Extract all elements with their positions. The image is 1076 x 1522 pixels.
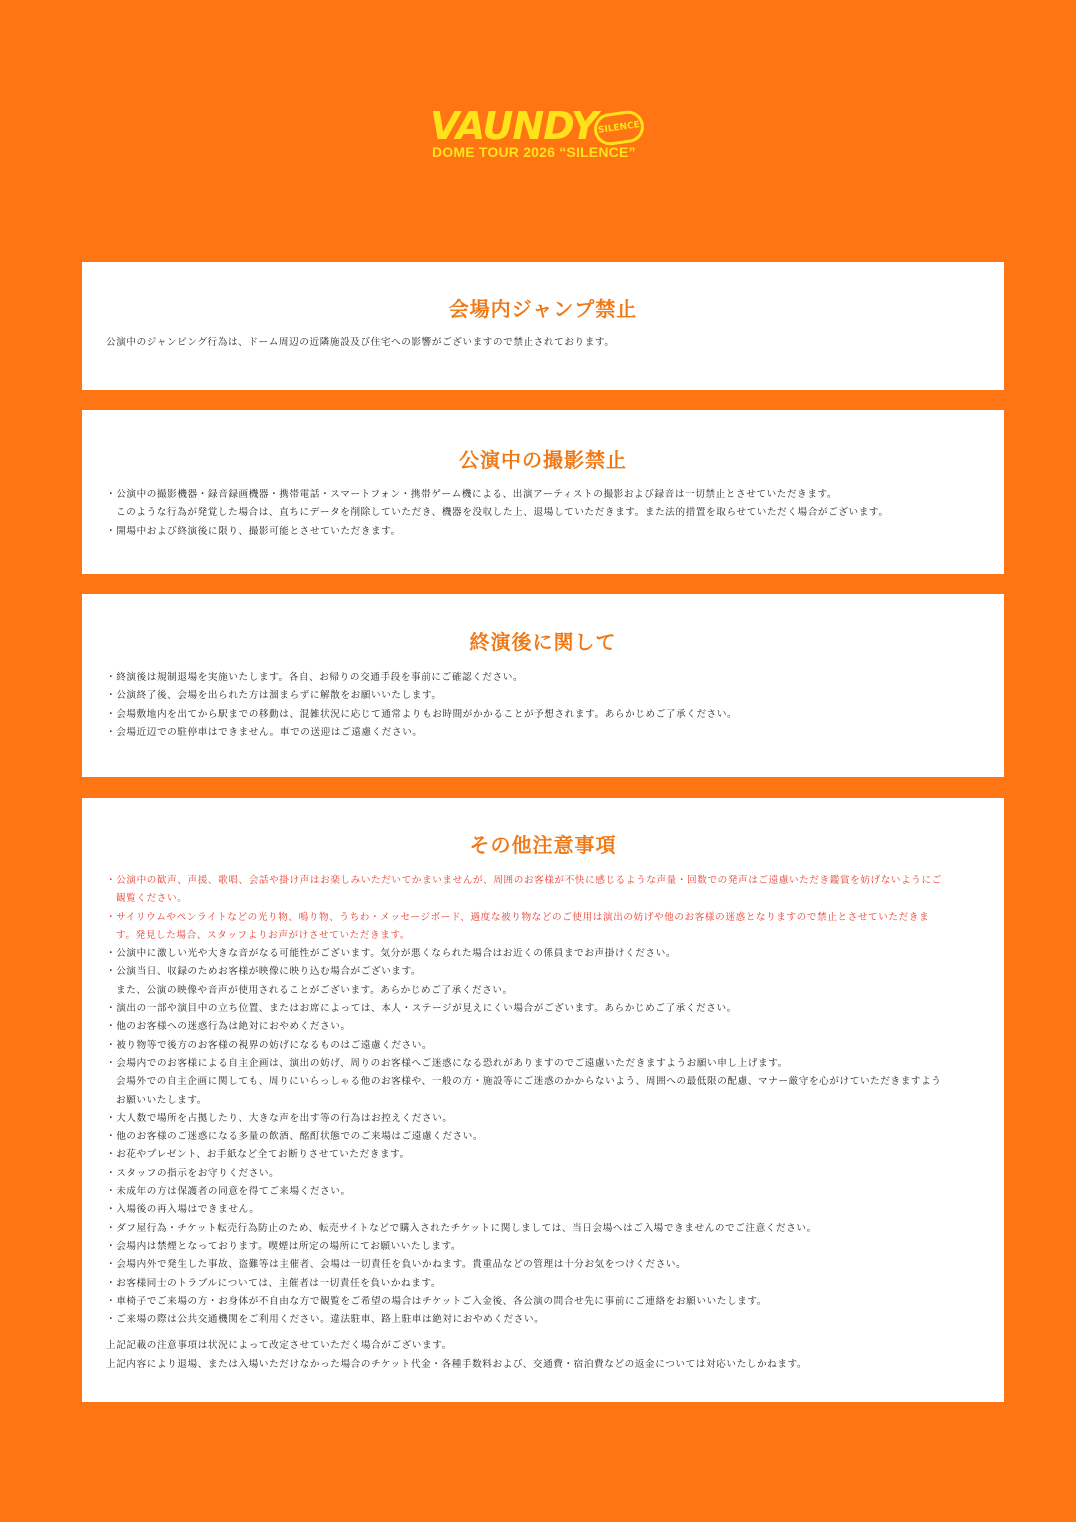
tour-logo (0, 100, 1076, 170)
section-after-show (82, 594, 1004, 777)
section-line: ・被り物等で後方のお客様の視界の妨げになるものはご遠慮ください。 (106, 1039, 433, 1051)
section-note: 上記記載の注意事項は状況によって改定させていただく場合がございます。 (106, 1340, 452, 1352)
section-line: ・演出の一部や演目中の立ち位置、またはお席によっては、本人・ステージが見えにくい場合がございます。あらかじめご了承ください。 (106, 1003, 737, 1015)
section-photo-prohibited (82, 410, 1004, 574)
section-line: ・未成年の方は保護者の同意を得てご来場ください。 (106, 1186, 351, 1198)
section-line: 会場外での自主企画に関しても、周りにいらっしゃる他のお客様や、一般の方・施設等にご迷惑のかからないよう、周囲への最低限の配慮、マナー厳守を心がけていただきますよう (116, 1076, 942, 1088)
logo-badge: SILENCE (592, 109, 646, 148)
section-line: ・お客様同士のトラブルについては、主催者は一切責任を負いかねます。 (106, 1277, 442, 1289)
section-line: ・会場敷地内を出てから駅までの移動は、混雑状況に応じて通常よりもお時間がかかることが予想されます。あらかじめご了承ください。 (106, 708, 738, 720)
section-line: ・会場内外で発生した事故、盗難等は主催者、会場は一切責任を負いかねます。貴重品などの管理は十分お気をつけください。 (106, 1259, 687, 1271)
section-other-notes (82, 798, 1004, 1402)
section-line: ・車椅子でご来場の方・お身体が不自由な方で観覧をご希望の場合はチケットご入金後、各公演の問合せ先に事前にご連絡をお願いいたします。 (106, 1295, 767, 1307)
section-line: ・会場内でのお客様による自主企画は、演出の妨げ、周りのお客様へご迷惑になる恐れがありますのでご遠慮いただきますようお願い申し上げます。 (106, 1057, 788, 1069)
section-line: お願いいたします。 (116, 1094, 207, 1106)
section-line: ・大人数で場所を占拠したり、大きな声を出す等の行為はお控えください。 (106, 1112, 453, 1124)
section-line: ・公演中の撮影機器・録音録画機器・携帯電話・スマートフォン・携帯ゲーム機による、出演アーティストの撮影および録音は一切禁止とさせていただきます。 (106, 489, 838, 500)
section-line: ・公演中に激しい光や大きな音がなる可能性がございます。気分が悪くなられた場合はお近くの係員までお声掛けください。 (106, 948, 677, 960)
section-line: ・ダフ屋行為・チケット転売行為防止のため、転売サイトなどで購入されたチケットに関しましては、当日会場へはご入場できませんのでご注意ください。 (106, 1222, 817, 1234)
section-line: す。発見した場合、スタッフよりお声がけさせていただきます。 (116, 929, 411, 941)
logo-wordmark: VAUNDY (430, 104, 598, 148)
section-line: ・会場内は禁煙となっております。喫煙は所定の場所にてお願いいたします。 (106, 1240, 462, 1252)
section-line: 公演中のジャンピング行為は、ドーム周辺の近隣施設及び住宅への影響がございますので禁止されております。 (106, 337, 615, 348)
section-line: 観覧ください。 (116, 893, 188, 905)
section-line: ・スタッフの指示をお守りください。 (106, 1167, 280, 1179)
section-line: ・公演中の歓声、声援、歌唱、会話や掛け声はお楽しみいただいてかまいませんが、周囲のお客様が不快に感じるような声量・回数での発声はご遠慮いただき鑑賞を妨げないようにご (106, 875, 942, 886)
section-title: 公演中の撮影禁止 (459, 448, 627, 472)
tour-subtitle: DOME TOUR 2026 “SILENCE” (432, 144, 636, 160)
section-line: ・お花やプレゼント、お手紙など全てお断りさせていただきます。 (106, 1149, 410, 1161)
section-line: ・公演終了後、会場を出られた方は溜まらずに解散をお願いいたします。 (106, 690, 442, 702)
section-line: ・他のお客様のご迷惑になる多量の飲酒、酩酊状態でのご来場はご遠慮ください。 (106, 1131, 484, 1143)
section-line: このような行為が発覚した場合は、直ちにデータを削除していただき、機器を没収した上、退場していただきます。また法的措置を取らせていただく場合がございます。 (116, 507, 889, 519)
section-line: ・サイリウムやペンライトなどの光り物、鳴り物、うちわ・メッセージボード、過度な被り物などのご使用は演出の妨げや他のお客様の迷惑となりますので禁止とさせていただきま (106, 911, 930, 923)
section-note: 上記内容により退場、または入場いただけなかった場合のチケット代金・各種手数料および、交通費・宿泊費などの返金については対応いたしかねます。 (106, 1358, 808, 1370)
section-line: ・開場中および終演後に限り、撮影可能とさせていただきます。 (106, 525, 401, 537)
section-jump-prohibited (82, 262, 1004, 390)
section-line: ・会場近辺での駐停車はできません。車での送迎はご遠慮ください。 (106, 726, 423, 738)
section-line: また、公演の映像や音声が使用されることがございます。あらかじめご了承ください。 (116, 984, 513, 996)
section-line: ・終演後は規制退場を実施いたします。各自、お帰りの交通手段を事前にご確認ください。 (106, 672, 524, 683)
section-line: ・入場後の再入場はできません。 (106, 1204, 260, 1216)
section-title: 会場内ジャンプ禁止 (448, 297, 638, 321)
section-line: ・他のお客様への迷惑行為は絶対におやめください。 (106, 1021, 351, 1033)
section-title: 終演後に関して (469, 630, 617, 654)
section-line: ・公演当日、収録のためお客様が映像に映り込む場合がございます。 (106, 966, 422, 978)
section-title: その他注意事項 (469, 833, 617, 857)
section-line: ・ご来場の際は公共交通機関をご利用ください。違法駐車、路上駐車は絶対におやめください。 (106, 1314, 545, 1326)
